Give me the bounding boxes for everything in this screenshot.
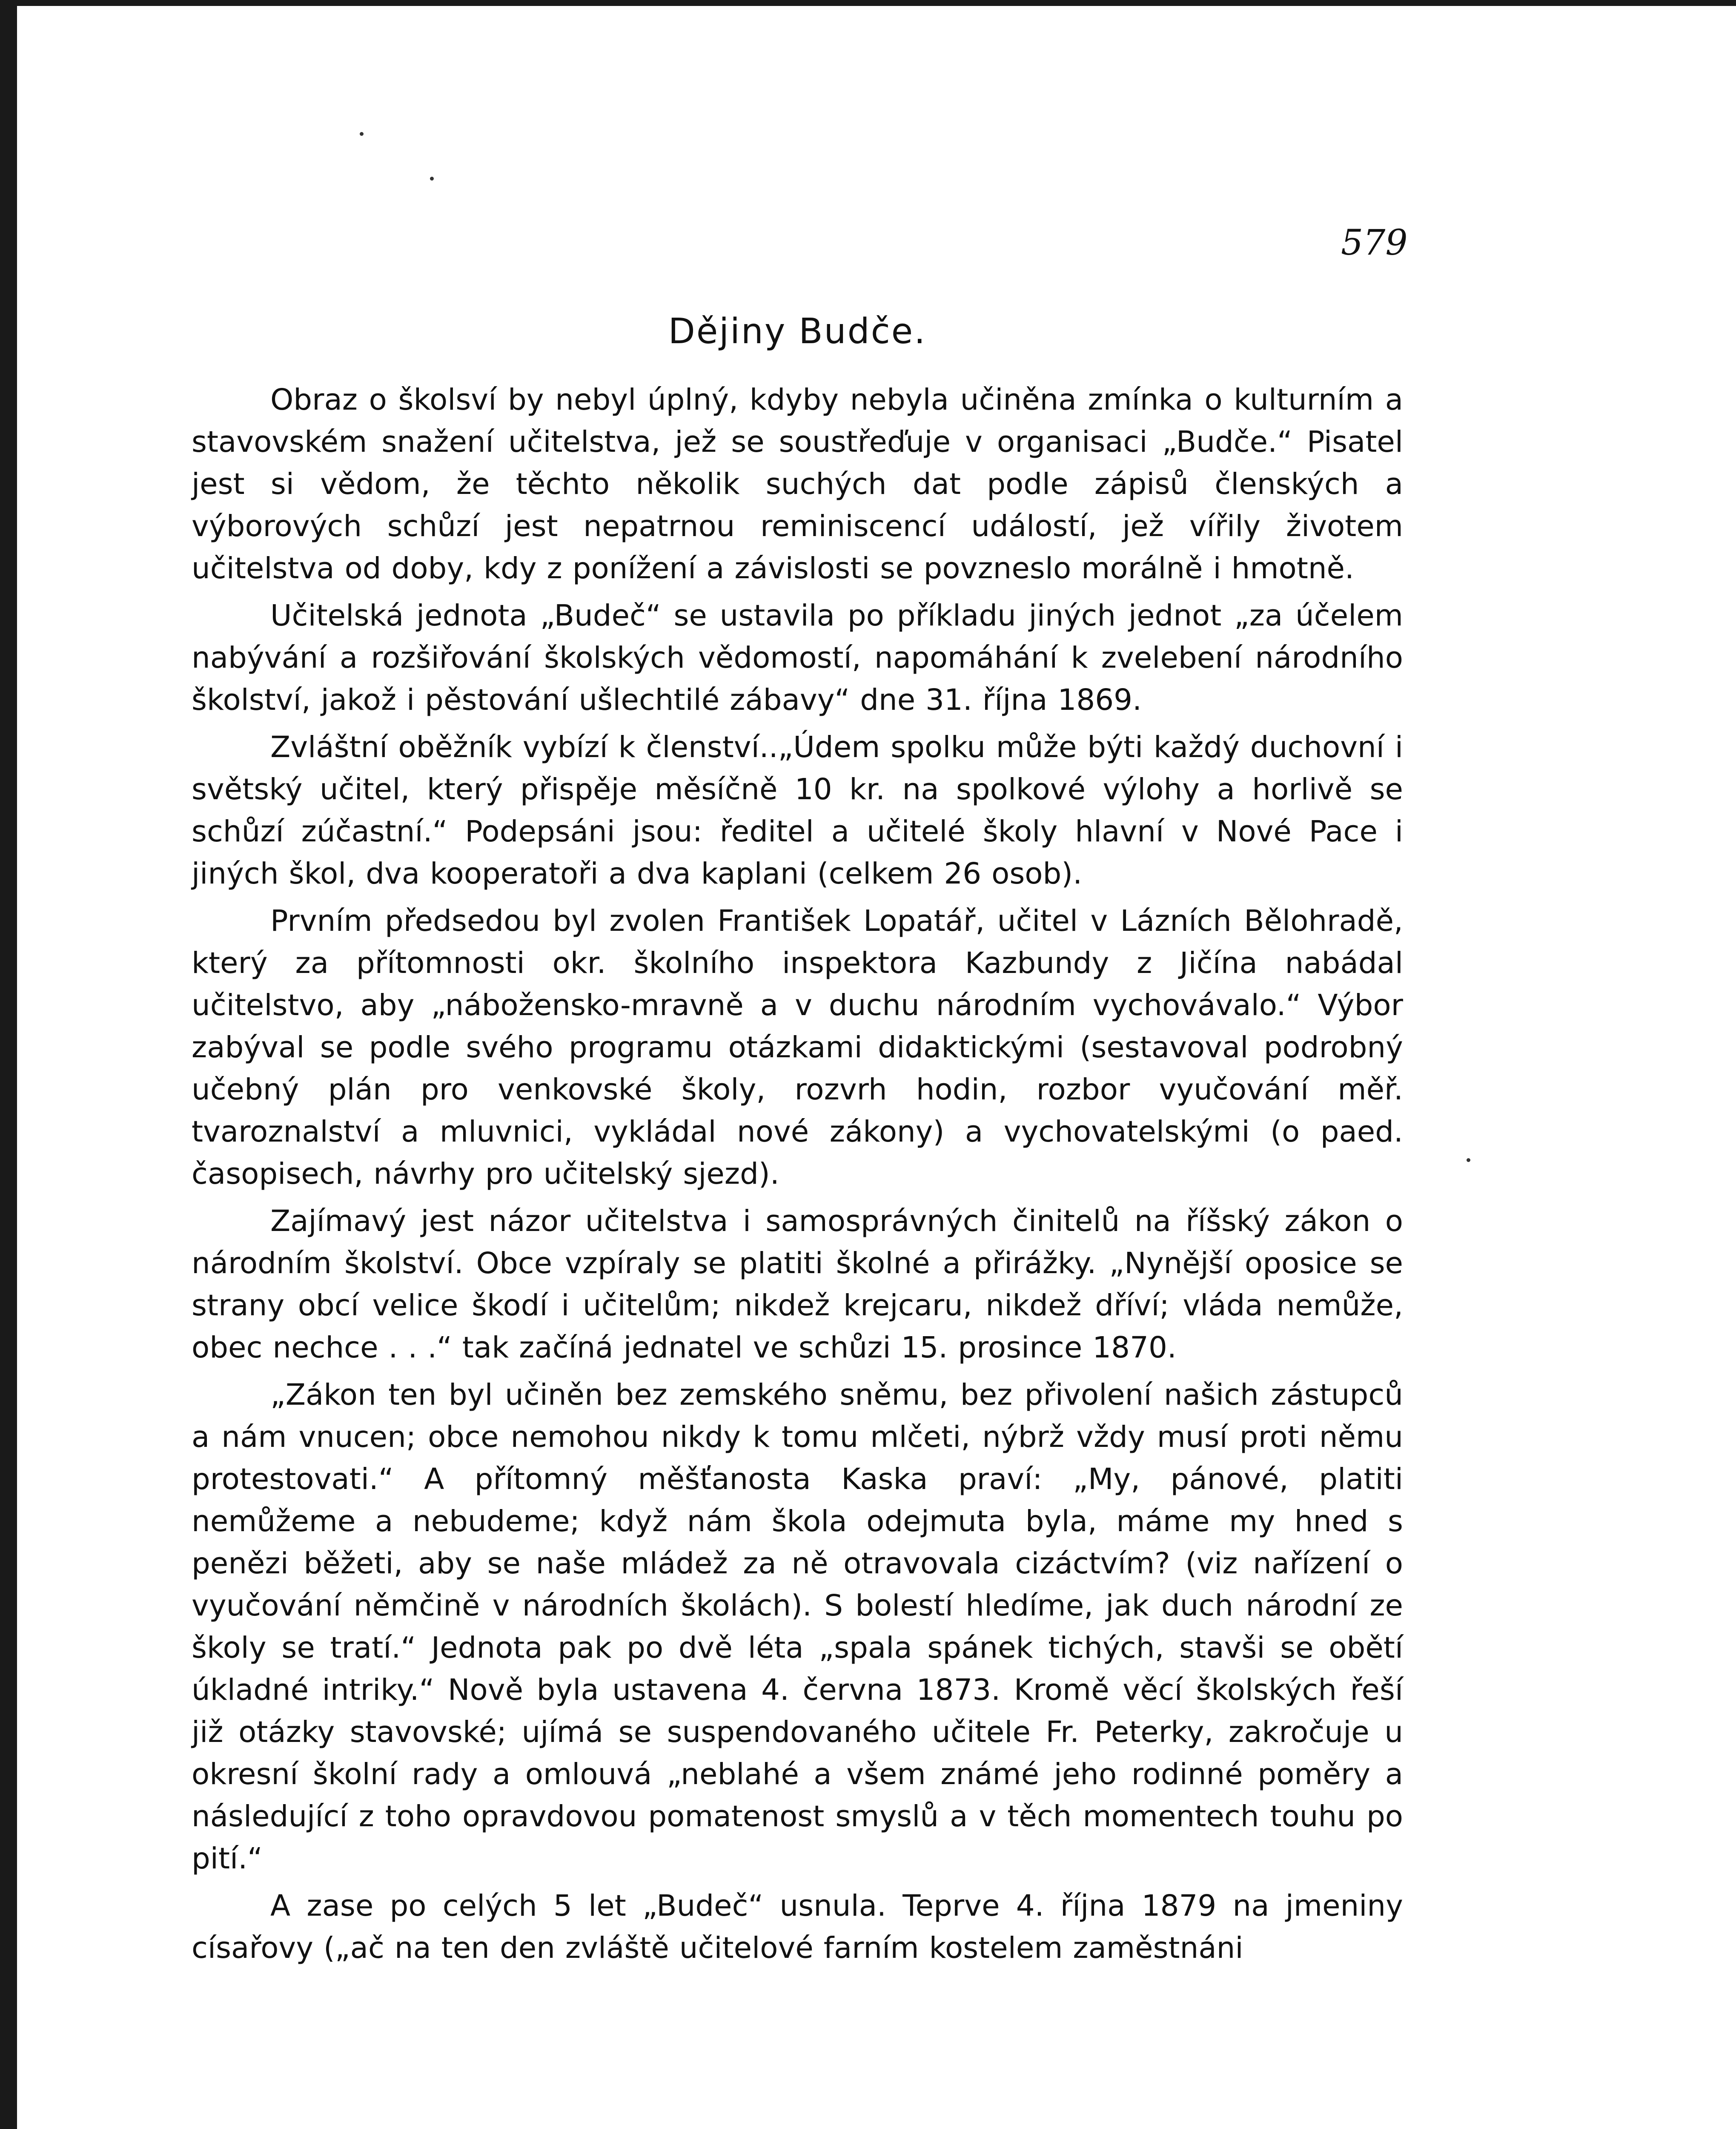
paragraph: Prvním předsedou byl zvolen František Lopatář, učitel v Lázních Bělohradě, který za přítomnosti okr. školního inspektora Kazbundy z Jičína nabádal učitelstvo, aby „nábožensko-mravně a v duchu národním vychovávalo.“ Výbor zabýval se podle svého programu otázkami didaktickými (sestavoval podrobný učebný plán pro venkovské školy, rozvrh hodin, rozbor vyučování měř. tvaroznalství a mluvnici, vykládal nové zákony) a vychovatelskými (o paed. časopisech, návrhy pro učitelský sjezd).: [192, 904, 1403, 1191]
scan-speck: [430, 177, 434, 181]
body-text: [192, 379, 1403, 1974]
paragraph: Zajímavý jest názor učitelstva i samosprávných činitelů na říšský zákon o národním školství. Obce vzpíraly se platiti školné a přirážky. „Nynější oposice se strany obcí velice škodí i učitelům; nikdež krejcaru, nikdež dříví; vláda nemůže, obec nechce . . .“ tak začíná jednatel ve schůzi 15. prosince 1870.: [192, 1204, 1403, 1365]
scan-speck: [1467, 1158, 1470, 1162]
paragraph: Učitelská jednota „Budeč“ se ustavila po příkladu jiných jednot „za účelem nabývání a rozšiřování školských vědomostí, napomáhání k zvelebení národního školství, jakož i pěstování ušlechtilé zábavy“ dne 31. října 1869.: [192, 599, 1403, 717]
scan-border-left: [0, 0, 17, 2129]
paragraph: Obraz o školsví by nebyl úplný, kdyby nebyla učiněna zmínka o kulturním a stavovském snažení učitelstva, jež se soustřeďuje v organisaci „Budče.“ Pisatel jest si vědom, že těchto několik suchých dat podle zápisů členských a výborových schůzí jest nepatrnou reminiscencí událostí, jež vířily životem učitelstva od doby, kdy z ponížení a závislosti se povzneslo morálně i hmotně.: [192, 383, 1403, 585]
paragraph: Zvláštní oběžník vybízí k členství..„Údem spolku může býti každý duchovní i světský učitel, který přispěje měsíčně 10 kr. na spolkové výlohy a horlivě se schůzí zúčastní.“ Podepsáni jsou: ředitel a učitelé školy hlavní v Nové Pace i jiných škol, dva kooperatoři a dva kaplani (celkem 26 osob).: [192, 730, 1403, 891]
paragraph: „Zákon ten byl učiněn bez zemského sněmu, bez přivolení našich zástupců a nám vnucen; obce nemohou nikdy k tomu mlčeti, nýbrž vždy musí proti němu protestovati.“ A přítomný měšťanosta Kaska praví: „My, pánové, platiti nemůžeme a nebudeme; když nám škola odejmuta byla, máme my hned s penězi běžeti, aby se naše mládež za ně otravovala cizáctvím? (viz nařízení o vyučování němčině v národních školách). S bolestí hledíme, jak duch národní ze školy se tratí.“ Jednota pak po dvě léta „spala spánek tichých, stavši se obětí úkladné intriky.“ Nově byla ustavena 4. června 1873. Kromě věcí školských řeší již otázky stavovské; ujímá se suspendovaného učitele Fr. Peterky, zakročuje u okresní školní rady a omlouvá „neblahé a všem známé jeho rodinné poměry a následující z toho opravdovou pomatenost smyslů a v těch momentech touhu po pití.“: [192, 1378, 1403, 1876]
page-title: Dějiny Budče.: [668, 311, 927, 352]
scan-border-top: [0, 0, 1736, 6]
paragraph: A zase po celých 5 let „Budeč“ usnula. Teprve 4. října 1879 na jmeniny císařovy („ač na ten den zvláště učitelové farním kostelem zaměstnáni: [192, 1889, 1403, 1965]
page-number: 579: [1341, 223, 1408, 263]
scan-speck: [360, 132, 364, 136]
